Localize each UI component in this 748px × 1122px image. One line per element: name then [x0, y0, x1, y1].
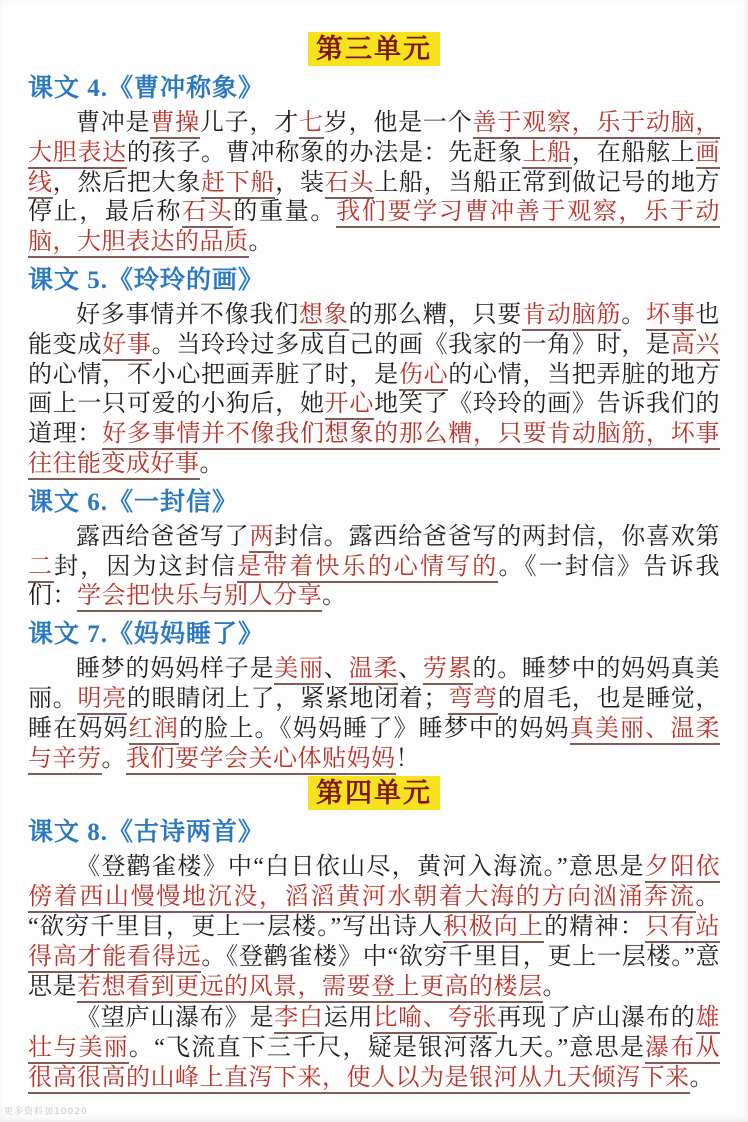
- body-text: 。《一封信》告诉我们：: [28, 553, 721, 610]
- lesson-heading: 课文 6.《一封信》: [28, 488, 239, 516]
- body-text: ，在船舷上: [571, 139, 696, 166]
- body-text: 。: [322, 583, 347, 610]
- body-text: 好多事情并不像我们: [76, 301, 300, 328]
- unit-title-row: [28, 776, 720, 810]
- unit-title: 第三单元: [308, 32, 440, 66]
- body-text: 、: [398, 656, 423, 683]
- highlighted-answer-text: 只有站得高才能看得远: [28, 914, 720, 973]
- highlighted-answer-text: 李白: [274, 1005, 324, 1034]
- highlighted-answer-text: 好事: [102, 332, 151, 361]
- unit-title: 第四单元: [308, 776, 440, 810]
- body-text: 岁，他是一个: [323, 110, 473, 136]
- highlighted-answer-text: 石头: [182, 199, 233, 228]
- body-text: 。: [621, 301, 646, 328]
- paragraph: [28, 853, 720, 1002]
- paragraph: [28, 109, 720, 258]
- body-text: ，然后把大象: [52, 169, 202, 196]
- body-text: 。“飞流直下三千尺，疑是银河落九天。”意思是: [128, 1035, 646, 1062]
- highlighted-answer-text: 雄壮与美丽: [28, 1005, 720, 1064]
- highlighted-answer-text: 两: [249, 524, 274, 553]
- body-text: 封，因为这封信: [54, 553, 238, 580]
- highlighted-answer-text: 比喻、夸张: [373, 1005, 497, 1034]
- body-text: 的眉毛，也是睡觉，睡在妈妈: [28, 685, 721, 742]
- paragraph: [28, 1004, 720, 1093]
- highlighted-answer-text: 七: [299, 110, 324, 139]
- highlighted-answer-text: 伤心: [399, 362, 448, 391]
- highlighted-answer-text: 善于观察，乐于动脑，大胆表达: [28, 110, 720, 169]
- body-text: 的脸上。《妈妈睡了》睡梦中的妈妈: [179, 715, 570, 742]
- body-text: 地笑了《玲玲的画》告诉我们的道理：: [28, 391, 721, 448]
- body-text: 《望庐山瀑布》是: [76, 1005, 275, 1032]
- body-text: 的心情，不小心把画弄脏了时，是: [28, 361, 399, 388]
- highlighted-answer-text: 美丽: [274, 656, 324, 685]
- highlighted-answer-text: 画线: [28, 140, 720, 199]
- body-text: 也能变成: [28, 301, 721, 358]
- body-text: 。: [101, 745, 126, 772]
- body-text: 。《登鹳雀楼》中“欲穷千里目，更上一层楼。”意思是: [28, 943, 720, 1000]
- lesson-heading: 课文 7.《妈妈睡了》: [28, 621, 265, 649]
- body-text: 的精神：: [544, 913, 646, 940]
- body-text: 露西给爸爸写了: [76, 523, 250, 550]
- body-text: 再现了庐山瀑布的: [497, 1005, 696, 1032]
- body-text: 。当玲玲过多成自己的画《我家的一角》时，是: [151, 331, 671, 358]
- highlighted-answer-text: 真美丽、温柔与辛劳: [28, 716, 720, 775]
- highlighted-answer-text: 温柔: [349, 656, 399, 685]
- body-text: ，装: [275, 169, 325, 196]
- body-text: ！: [395, 745, 420, 772]
- body-text: 曹冲是: [76, 110, 151, 136]
- body-text: 运用: [323, 1005, 374, 1032]
- body-text: 。: [199, 450, 224, 477]
- lesson-heading: 课文 4.《曹冲称象》: [28, 75, 265, 102]
- highlighted-answer-text: 二: [28, 554, 54, 583]
- body-text: 。: [248, 229, 273, 256]
- highlighted-answer-text: 红润: [129, 716, 179, 745]
- highlighted-answer-text: 我们要学会关心体贴妈妈: [126, 746, 396, 775]
- highlighted-answer-text: 学会把快乐与别人分享: [77, 583, 322, 612]
- highlighted-answer-text: 劳累: [423, 656, 473, 685]
- lesson-heading: 课文 8.《古诗两首》: [28, 819, 265, 847]
- body-text: 的那么糟，只要: [348, 301, 523, 328]
- highlighted-answer-text: 我们要学习曹冲善于观察，乐于动脑，大胆表达的品质: [28, 199, 720, 258]
- body-text: 《登鹳雀楼》中“白日依山尽，黄河入海流。”意思是: [76, 854, 645, 881]
- body-text: 儿子，才: [199, 110, 300, 136]
- paragraph: [28, 301, 720, 480]
- watermark-text: 更多资料加10020: [4, 1107, 88, 1117]
- highlighted-answer-text: 好多事情并不像我们想象的那么糟，只要肯动脑筋，坏事往往能变成好事: [28, 421, 720, 480]
- highlighted-answer-text: 曹操: [150, 110, 200, 139]
- lesson-heading: 课文 5.《玲玲的画》: [28, 266, 265, 294]
- highlighted-answer-text: 积极向上: [443, 914, 544, 943]
- body-text: 的重量。: [233, 199, 337, 226]
- highlighted-answer-text: 若想看到更远的风景，需要登上更高的楼层: [77, 974, 543, 1003]
- highlighted-answer-text: 想象: [299, 302, 349, 331]
- body-text: 。“欲穷千里目，更上一层楼。”写出诗人: [28, 884, 720, 940]
- body-text: 上船，当船正常到做记号的地方停止，最后称: [28, 169, 721, 226]
- highlighted-answer-text: 坏事: [646, 302, 696, 331]
- highlighted-answer-text: 高兴: [671, 332, 720, 361]
- highlighted-answer-text: 是带着快乐的心情写的: [237, 554, 498, 583]
- body-text: 封信。露西给爸爸写的两封信，你喜欢第: [274, 523, 721, 550]
- body-text: 的心情，当把弄脏的地方画上一只可爱的小狗后，她: [28, 361, 721, 418]
- body-text: 。: [689, 1064, 714, 1091]
- highlighted-answer-text: 弯弯: [448, 686, 498, 715]
- body-text: 的。睡梦中的妈妈真美丽。: [28, 656, 721, 712]
- highlighted-answer-text: 明亮: [77, 686, 126, 715]
- document-content: [28, 32, 720, 1094]
- body-text: 。: [542, 973, 567, 1000]
- body-text: 、: [323, 656, 349, 683]
- body-text: 睡梦的妈妈样子是: [76, 656, 275, 683]
- paragraph: [28, 655, 720, 774]
- paragraph: [28, 523, 720, 612]
- body-text: 的孩子。曹冲称象的办法是：先赶象: [126, 139, 523, 166]
- highlighted-answer-text: 肯动脑筋: [522, 302, 621, 331]
- unit-title-row: [28, 32, 720, 66]
- highlighted-answer-text: 石头: [325, 170, 374, 199]
- highlighted-answer-text: 上船: [522, 140, 571, 169]
- highlighted-answer-text: 赶下船: [201, 170, 275, 199]
- highlighted-answer-text: 瀑布从很高很高的山峰上直泻下来，使人以为是银河从九天倾泻下来: [28, 1035, 720, 1094]
- highlighted-answer-text: 开心: [325, 391, 374, 420]
- highlighted-answer-text: 夕阳依傍着西山慢慢地沉没，滔滔黄河水朝着大海的方向汹涌奔流: [28, 854, 720, 913]
- body-text: 的眼睛闭上了，紧紧地闭着；: [126, 685, 449, 712]
